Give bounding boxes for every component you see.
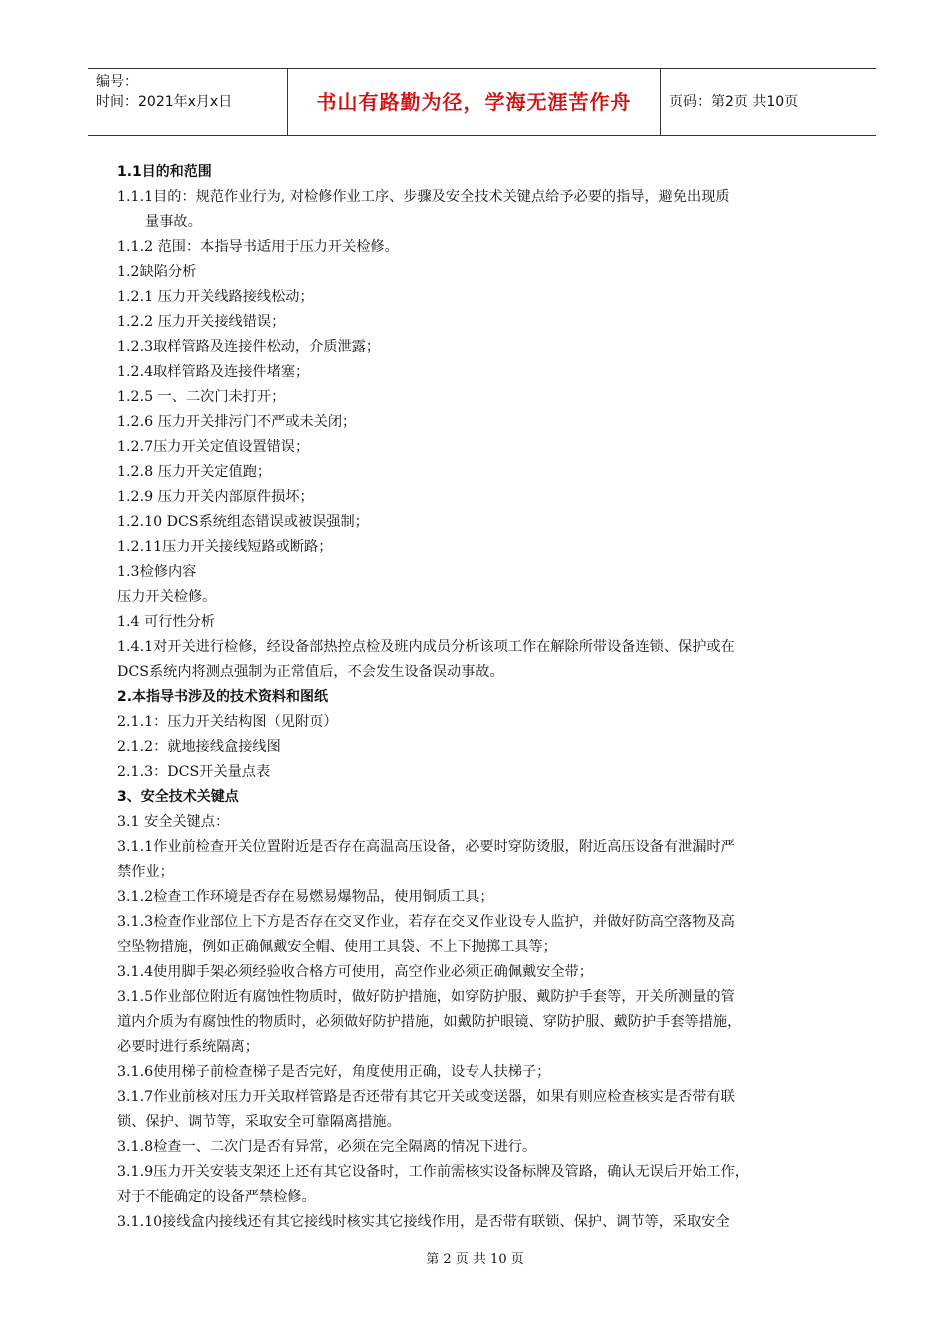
text-line: 3.1.4使用脚手架必须经验收合格方可使用，高空作业必须正确佩戴安全带；: [117, 964, 593, 980]
header-motto: 书山有路勤为径，学海无涯苦作舟: [316, 90, 632, 114]
text-line: 3.1.1作业前检查开关位置附近是否存在高温高压设备，必要时穿防烫服，附近高压设备有泄漏时严: [117, 839, 735, 855]
text-line: DCS系统内将测点强制为正常值后，不会发生设备误动事故。: [117, 664, 504, 680]
text-line: 道内介质为有腐蚀性的物质时，必须做好防护措施，如戴防护眼镜、穿防护服、戴防护手套等措施，: [117, 1014, 742, 1030]
text-line: 2.1.3：DCS开关量点表: [117, 764, 271, 780]
text-line: 1.2.11压力开关接线短路或断路；: [117, 539, 333, 555]
text-line: 1.2.4取样管路及连接件堵塞；: [117, 364, 310, 380]
text-line: 3.1.7作业前核对压力开关取样管路是否还带有其它开关或变送器，如果有则应检查核实是否带有联: [117, 1089, 735, 1105]
text-line: 1.2缺陷分析: [117, 264, 197, 280]
text-line: 1.2.3取样管路及连接件松动，介质泄露；: [117, 339, 381, 355]
section-heading: 1.1目的和范围: [117, 164, 212, 180]
page-header: [88, 68, 876, 136]
text-line: 1.4 可行性分析: [117, 614, 216, 630]
text-line: 1.3检修内容: [117, 564, 197, 580]
text-line: 1.2.2 压力开关接线错误；: [117, 314, 286, 330]
text-line: 3.1.9压力开关安装支架还上还有其它设备时，工作前需核实设备标牌及管路，确认无误后开始工作，: [117, 1164, 749, 1180]
text-line: 压力开关检修。: [117, 589, 217, 605]
text-line: 必要时进行系统隔离；: [117, 1039, 259, 1055]
document-body: [117, 160, 855, 1235]
page-footer: 第 2 页 共 10 页: [426, 1252, 524, 1267]
text-line: 1.2.10 DCS系统组态错误或被误强制；: [117, 514, 369, 530]
header-motto-cell: [287, 69, 661, 135]
text-line: 1.2.1 压力开关线路接线松动；: [117, 289, 314, 305]
text-line: 禁作业；: [117, 864, 174, 880]
text-line: 3.1 安全关键点：: [117, 814, 230, 830]
text-line: 对于不能确定的设备严禁检修。: [117, 1189, 316, 1205]
text-line: 3.1.5作业部位附近有腐蚀性物质时，做好防护措施，如穿防护服、戴防护手套等，开关所测量的管: [117, 989, 735, 1005]
section-heading: 2.本指导书涉及的技术资料和图纸: [117, 689, 329, 705]
text-line: 3.1.10接线盒内接线还有其它接线时核实其它接线作用，是否带有联锁、保护、调节等，采取安全: [117, 1214, 730, 1230]
header-page-cell: [661, 69, 876, 135]
section-heading: 3、安全技术关键点: [117, 789, 239, 805]
text-line: 2.1.1：压力开关结构图（见附页）: [117, 714, 338, 730]
text-line: 1.2.9 压力开关内部原件损坏；: [117, 489, 314, 505]
text-line: 锁、保护、调节等，采取安全可靠隔离措施。: [117, 1114, 401, 1130]
text-line: 量事故。: [145, 214, 202, 230]
header-page-number: 页码：第2页 共10页: [669, 94, 799, 110]
text-line: 2.1.2：就地接线盒接线图: [117, 739, 281, 755]
text-line: 3.1.3检查作业部位上下方是否存在交叉作业，若存在交叉作业设专人监护，并做好防高空落物及高: [117, 914, 735, 930]
text-line: 1.4.1对开关进行检修，经设备部热控点检及班内成员分析该项工作在解除所带设备连锁、保护或在: [117, 639, 735, 655]
text-line: 1.2.5 一、二次门未打开；: [117, 389, 286, 405]
text-line: 1.2.8 压力开关定值跑；: [117, 464, 272, 480]
header-number: 编号：: [96, 74, 138, 90]
text-line: 3.1.2检查工作环境是否存在易燃易爆物品，使用铜质工具；: [117, 889, 494, 905]
text-line: 3.1.6使用梯子前检查梯子是否完好，角度使用正确，设专人扶梯子；: [117, 1064, 551, 1080]
text-line: 3.1.8检查一、二次门是否有异常，必须在完全隔离的情况下进行。: [117, 1139, 537, 1155]
header-time: 时间：2021年x月x日: [96, 94, 233, 110]
text-line: 1.2.6 压力开关排污门不严或未关闭；: [117, 414, 357, 430]
text-line: 1.1.1目的：规范作业行为, 对检修作业工序、步骤及安全技术关键点给予必要的指导，避免出现质: [117, 189, 730, 205]
text-line: 空坠物措施，例如正确佩戴安全帽、使用工具袋、不上下抛掷工具等；: [117, 939, 557, 955]
text-line: 1.2.7压力开关定值设置错误；: [117, 439, 310, 455]
header-meta: [88, 69, 287, 135]
text-line: 1.1.2 范围：本指导书适用于压力开关检修。: [117, 239, 399, 255]
